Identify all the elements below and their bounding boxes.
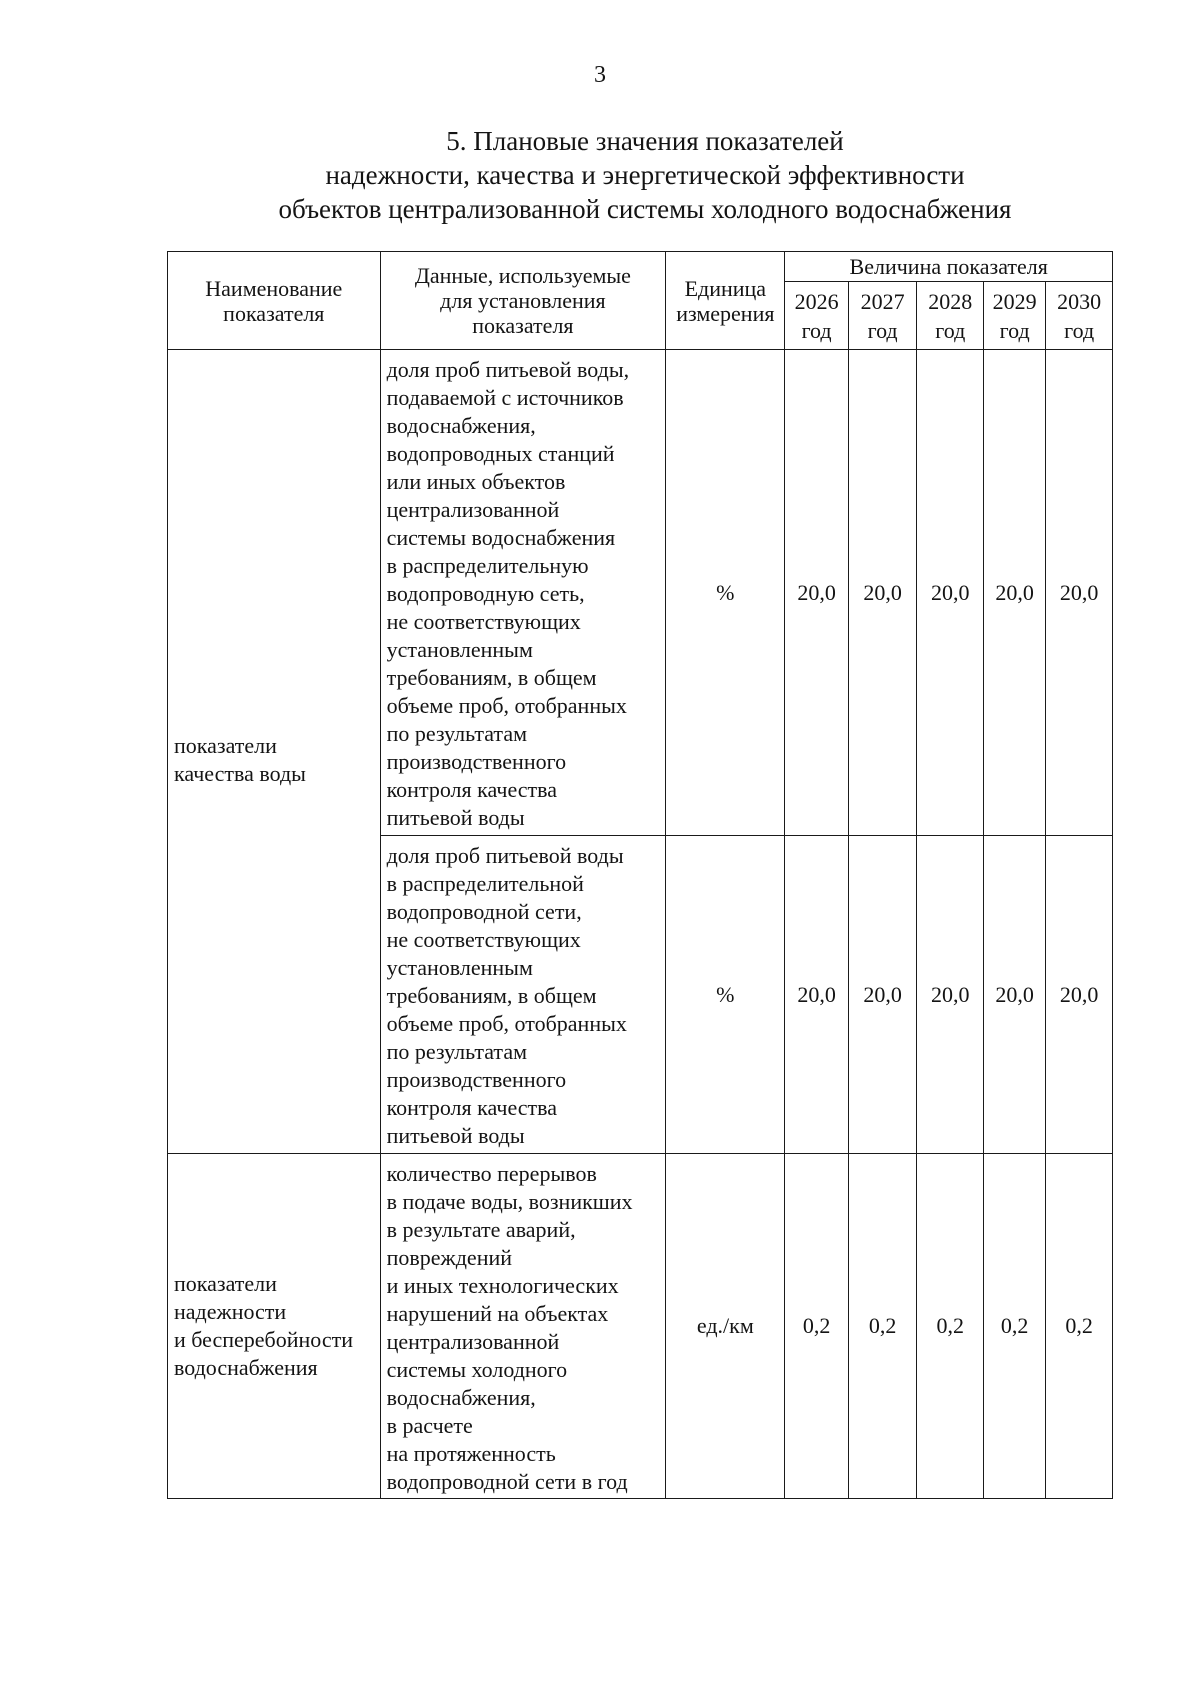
unit-cell: % [666, 350, 785, 836]
year-label: 2028 [928, 288, 973, 314]
indicators-table [167, 251, 1113, 1499]
description-line: водопроводных станций [386, 441, 615, 466]
value-cell: 20,0 [785, 350, 848, 836]
description-line: на протяженность [386, 1441, 556, 1466]
year-label: 2030 [1057, 288, 1102, 314]
description-line: централизованной [386, 1329, 560, 1354]
value-cell: 20,0 [785, 836, 848, 1154]
indicator-description [380, 836, 666, 1154]
description-line: контроля качества [386, 777, 558, 802]
year-suffix: год [867, 317, 898, 343]
header-year-2029 [984, 282, 1046, 350]
description-line: водопроводной сети в год [386, 1469, 628, 1494]
header-unit-line: измерения [676, 300, 775, 326]
description-line: установленным [386, 955, 533, 980]
header-data [380, 252, 666, 350]
title-line: объектов централизованной системы холодного водоснабжения [278, 194, 1012, 224]
unit-cell: ед./км [666, 1154, 785, 1499]
indicator-name-quality [168, 350, 381, 1154]
value-cell: 20,0 [984, 350, 1046, 836]
page-number: 3 [594, 62, 606, 88]
header-data-line: показателя [472, 313, 574, 338]
description-line: объеме проб, отобранных [386, 1011, 627, 1036]
description-line: подаваемой с источников [386, 385, 624, 410]
description-line: системы холодного [386, 1357, 568, 1382]
value-cell: 20,0 [1046, 350, 1113, 836]
title-line: 5. Плановые значения показателей [446, 126, 844, 156]
value-cell: 20,0 [848, 350, 917, 836]
description-line: требованиям, в общем [386, 665, 597, 690]
indicator-name-line: и бесперебойности [174, 1327, 353, 1352]
header-year-2028 [917, 282, 984, 350]
header-data-line: Данные, используемые [414, 263, 631, 288]
value-cell: 20,0 [984, 836, 1046, 1154]
description-line: в расчете [386, 1413, 473, 1438]
value-cell: 0,2 [984, 1154, 1046, 1499]
description-line: и иных технологических [386, 1273, 619, 1298]
description-line: водопроводной сети, [386, 899, 582, 924]
indicator-name-line: показатели [174, 1271, 277, 1296]
description-line: не соответствующих [386, 927, 581, 952]
description-line: централизованной [386, 497, 560, 522]
header-value-group: Величина показателя [785, 252, 1113, 282]
indicator-name-line: качества воды [174, 760, 306, 786]
value-cell: 0,2 [848, 1154, 917, 1499]
description-line: в результате аварий, [386, 1217, 576, 1242]
description-line: производственного [386, 1067, 567, 1092]
year-label: 2026 [794, 288, 839, 314]
header-unit [666, 252, 785, 350]
description-line: установленным [386, 637, 533, 662]
description-line: питьевой воды [386, 805, 525, 830]
unit-cell: % [666, 836, 785, 1154]
indicator-description [380, 1154, 666, 1499]
value-cell: 20,0 [917, 836, 984, 1154]
header-year-2030 [1046, 282, 1113, 350]
description-line: в подаче воды, возникших [386, 1189, 633, 1214]
header-unit-line: Единица [684, 275, 767, 301]
year-suffix: год [1064, 317, 1095, 343]
header-name-line: показателя [223, 300, 325, 326]
description-line: доля проб питьевой воды [386, 843, 624, 868]
year-suffix: год [935, 317, 966, 343]
description-line: питьевой воды [386, 1123, 525, 1148]
description-line: по результатам [386, 1039, 527, 1064]
description-line: количество перерывов [386, 1161, 597, 1186]
description-line: нарушений на объектах [386, 1301, 609, 1326]
indicator-name-reliability [168, 1154, 381, 1499]
description-line: не соответствующих [386, 609, 581, 634]
year-label: 2029 [992, 288, 1037, 314]
indicator-name-line: водоснабжения [174, 1355, 318, 1380]
header-year-2027 [848, 282, 917, 350]
header-name [168, 252, 381, 350]
table-row [168, 1154, 1113, 1499]
year-label: 2027 [860, 288, 905, 314]
header-year-2026 [785, 282, 848, 350]
value-cell: 20,0 [1046, 836, 1113, 1154]
description-line: системы водоснабжения [386, 525, 616, 550]
year-suffix: год [999, 317, 1030, 343]
indicator-description [380, 350, 666, 836]
value-cell: 0,2 [1046, 1154, 1113, 1499]
description-line: в распределительную [386, 553, 589, 578]
year-suffix: год [801, 317, 832, 343]
description-line: требованиям, в общем [386, 983, 597, 1008]
title-line: надежности, качества и энергетической эффективности [325, 160, 965, 190]
value-cell: 0,2 [917, 1154, 984, 1499]
header-name-line: Наименование [205, 275, 343, 301]
value-cell: 20,0 [848, 836, 917, 1154]
description-line: контроля качества [386, 1095, 558, 1120]
document-title [180, 124, 1110, 226]
description-line: по результатам [386, 721, 527, 746]
table-row [168, 350, 1113, 836]
description-line: объеме проб, отобранных [386, 693, 627, 718]
value-cell: 0,2 [785, 1154, 848, 1499]
description-line: водопроводную сеть, [386, 581, 585, 606]
description-line: доля проб питьевой воды, [386, 357, 630, 382]
description-line: повреждений [386, 1245, 513, 1270]
indicator-name-line: надежности [174, 1299, 287, 1324]
description-line: водоснабжения, [386, 413, 536, 438]
description-line: производственного [386, 749, 567, 774]
description-line: или иных объектов [386, 469, 566, 494]
description-line: в распределительной [386, 871, 584, 896]
description-line: водоснабжения, [386, 1385, 536, 1410]
header-data-line: для установления [440, 288, 606, 313]
value-cell: 20,0 [917, 350, 984, 836]
indicator-name-line: показатели [174, 732, 277, 758]
